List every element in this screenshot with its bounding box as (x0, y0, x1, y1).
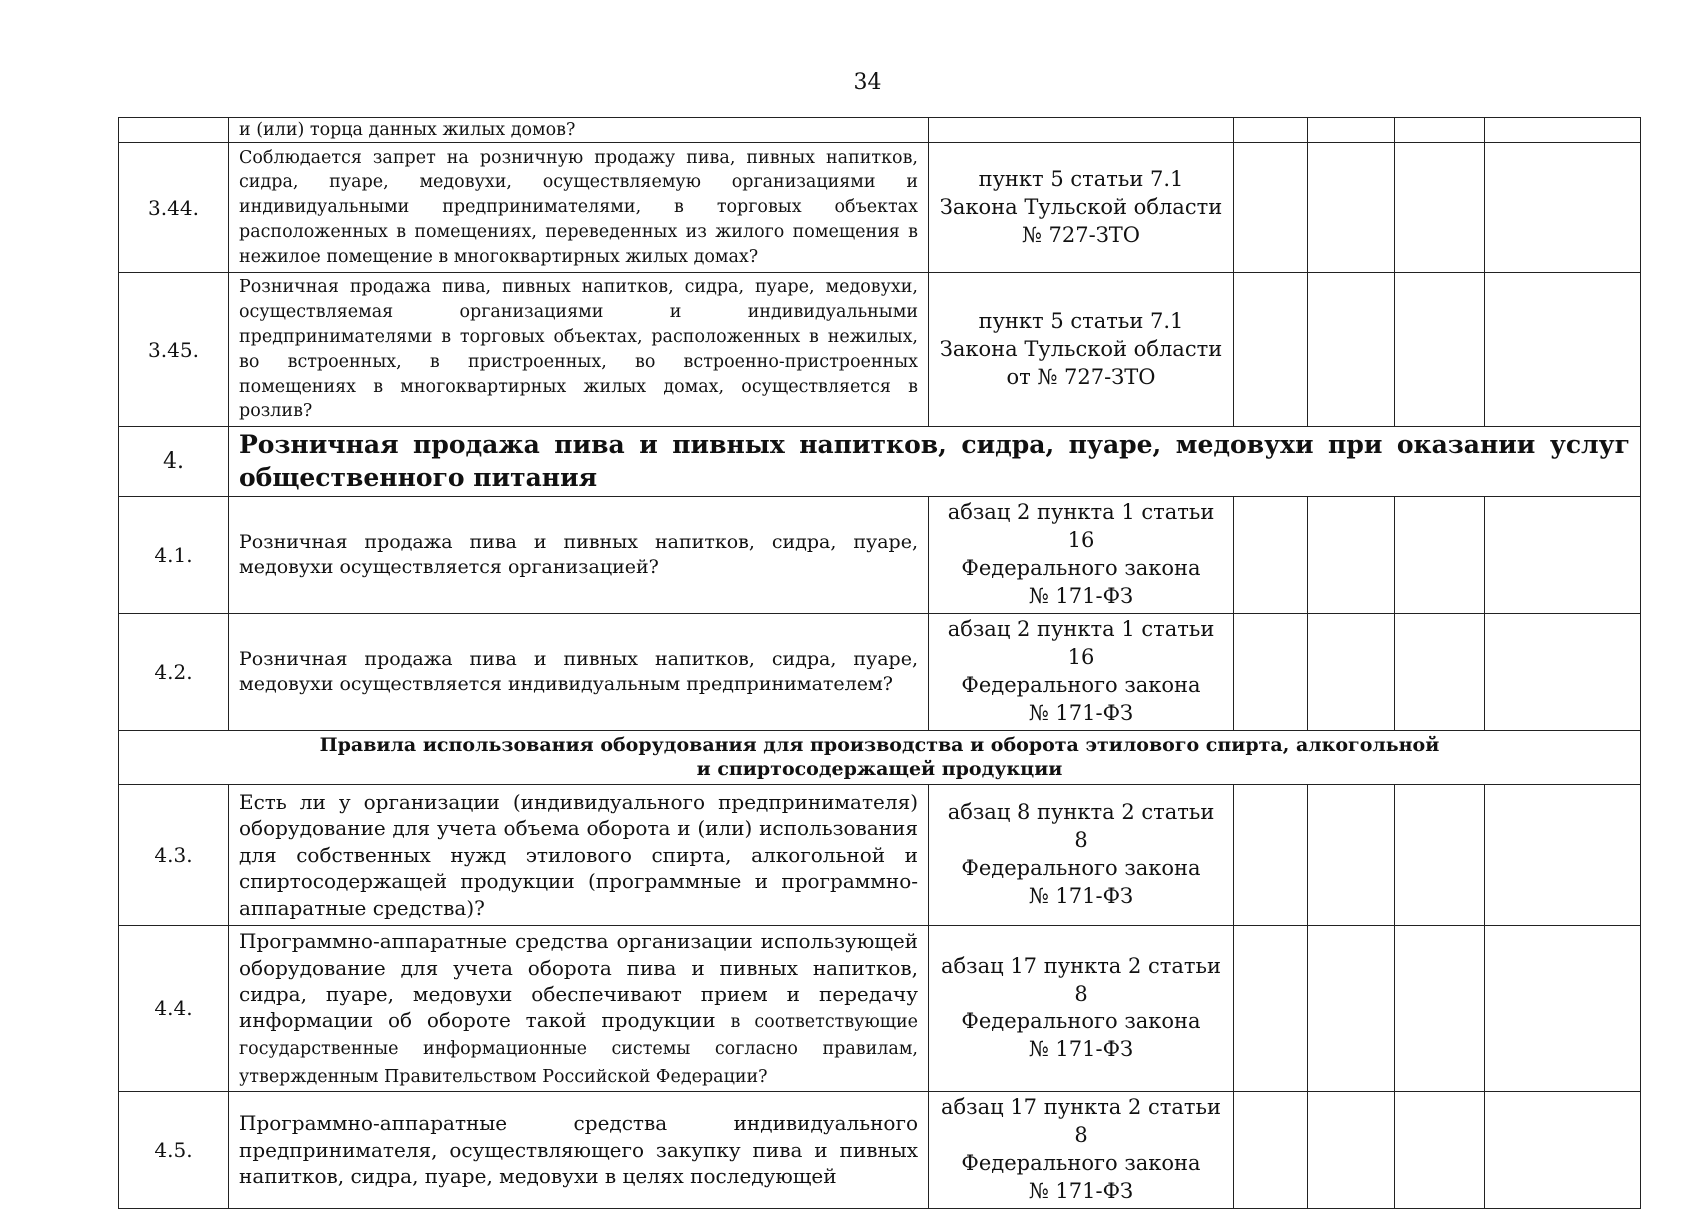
page-number: 34 (853, 70, 882, 95)
answer-cell (1234, 1091, 1308, 1208)
answer-cell (1308, 925, 1395, 1091)
answer-cell (1234, 925, 1308, 1091)
legal-reference: абзац 17 пункта 2 статьи 8 Федерального закона № 171-ФЗ (929, 925, 1234, 1091)
answer-cell (1308, 784, 1395, 925)
answer-cell (1395, 273, 1485, 427)
question-text: Розничная продажа пива и пивных напитков, сидра, пуаре, медовухи осуществляется организацией? (229, 497, 929, 614)
answer-cell (1395, 143, 1485, 273)
answer-cell (1308, 118, 1395, 143)
subsection-title: Правила использования оборудования для производства и оборота этилового спирта, алкогольной и спиртосодержащей продукции (119, 730, 1641, 784)
note-cell (1485, 784, 1641, 925)
question-text: Есть ли у организации (индивидуального предпринимателя) оборудование для учета объема оборота и (или) использования для собственных нужд этилового спирта, алкогольной и спиртосодержащей продукции (программные и программно-аппаратные средства)? (229, 784, 929, 925)
question-text: Соблюдается запрет на розничную продажу пива, пивных напитков, сидра, пуаре, медовухи, осуществляемую организациями и индивидуальными предпринимателями, в торговых объектах расположенных в помещениях, переведенных из жилого помещения в нежилое помещение в многоквартирных жилых домах? (229, 143, 929, 273)
answer-cell (1234, 784, 1308, 925)
legal-reference: абзац 8 пункта 2 статьи 8 Федерального закона № 171-ФЗ (929, 784, 1234, 925)
answer-cell (1395, 613, 1485, 730)
answer-cell (1308, 613, 1395, 730)
subsection-header-row (119, 730, 1641, 784)
question-text: и (или) торца данных жилых домов? (229, 118, 929, 143)
question-text: Программно-аппаратные средства организации использующей оборудование для учета оборота пива и пивных напитков, сидра, пуаре, медовухи обеспечивают прием и передачу информации об обороте такой продукции в соответствующие государственные информационные системы согласно правилам, утвержденным Правительством Российской Федерации? (229, 925, 929, 1091)
note-cell (1485, 613, 1641, 730)
question-text: Розничная продажа пива и пивных напитков, сидра, пуаре, медовухи осуществляется индивидуальным предпринимателем? (229, 613, 929, 730)
answer-cell (1395, 118, 1485, 143)
legal-reference: абзац 2 пункта 1 статьи 16 Федерального закона № 171-ФЗ (929, 613, 1234, 730)
row-number: 4.5. (119, 1091, 229, 1208)
table-row (119, 497, 1641, 614)
answer-cell (1395, 1091, 1485, 1208)
table-row (119, 925, 1641, 1091)
answer-cell (1395, 497, 1485, 614)
answer-cell (1234, 118, 1308, 143)
table-row (119, 613, 1641, 730)
answer-cell (1234, 273, 1308, 427)
table-row (119, 784, 1641, 925)
answer-cell (1308, 1091, 1395, 1208)
note-cell (1485, 1091, 1641, 1208)
answer-cell (1308, 273, 1395, 427)
row-number: 4.1. (119, 497, 229, 614)
legal-reference: абзац 17 пункта 2 статьи 8 Федерального закона № 171-ФЗ (929, 1091, 1234, 1208)
answer-cell (1308, 497, 1395, 614)
row-number (119, 118, 229, 143)
answer-cell (1234, 497, 1308, 614)
row-number: 4.3. (119, 784, 229, 925)
section-title: Розничная продажа пива и пивных напитков, сидра, пуаре, медовухи при оказании услуг общественного питания (229, 427, 1641, 497)
table-row (119, 118, 1641, 143)
row-number: 4.4. (119, 925, 229, 1091)
answer-cell (1234, 143, 1308, 273)
table-row (119, 273, 1641, 427)
section-header-row (119, 427, 1641, 497)
answer-cell (1395, 925, 1485, 1091)
question-text: Программно-аппаратные средства индивидуального предпринимателя, осуществляющего закупку пива и пивных напитков, сидра, пуаре, медовухи в целях последующей (229, 1091, 929, 1208)
row-number: 3.45. (119, 273, 229, 427)
note-cell (1485, 925, 1641, 1091)
table-row (119, 1091, 1641, 1208)
row-number: 3.44. (119, 143, 229, 273)
section-number: 4. (119, 427, 229, 497)
note-cell (1485, 143, 1641, 273)
answer-cell (1308, 143, 1395, 273)
legal-reference: пункт 5 статьи 7.1 Закона Тульской области № 727-ЗТО (929, 143, 1234, 273)
note-cell (1485, 118, 1641, 143)
answer-cell (1395, 784, 1485, 925)
note-cell (1485, 273, 1641, 427)
legal-reference: абзац 2 пункта 1 статьи 16 Федерального закона № 171-ФЗ (929, 497, 1234, 614)
checklist-table (118, 117, 1641, 1209)
legal-reference: пункт 5 статьи 7.1 Закона Тульской области от № 727-ЗТО (929, 273, 1234, 427)
legal-reference (929, 118, 1234, 143)
answer-cell (1234, 613, 1308, 730)
question-text: Розничная продажа пива, пивных напитков, сидра, пуаре, медовухи, осуществляемая организациями и индивидуальными предпринимателями в торговых объектах, расположенных в нежилых, во встроенных, в пристроенных, во встроенно-пристроенных помещениях в многоквартирных жилых домах, осуществляется в розлив? (229, 273, 929, 427)
row-number: 4.2. (119, 613, 229, 730)
table-row (119, 143, 1641, 273)
note-cell (1485, 497, 1641, 614)
